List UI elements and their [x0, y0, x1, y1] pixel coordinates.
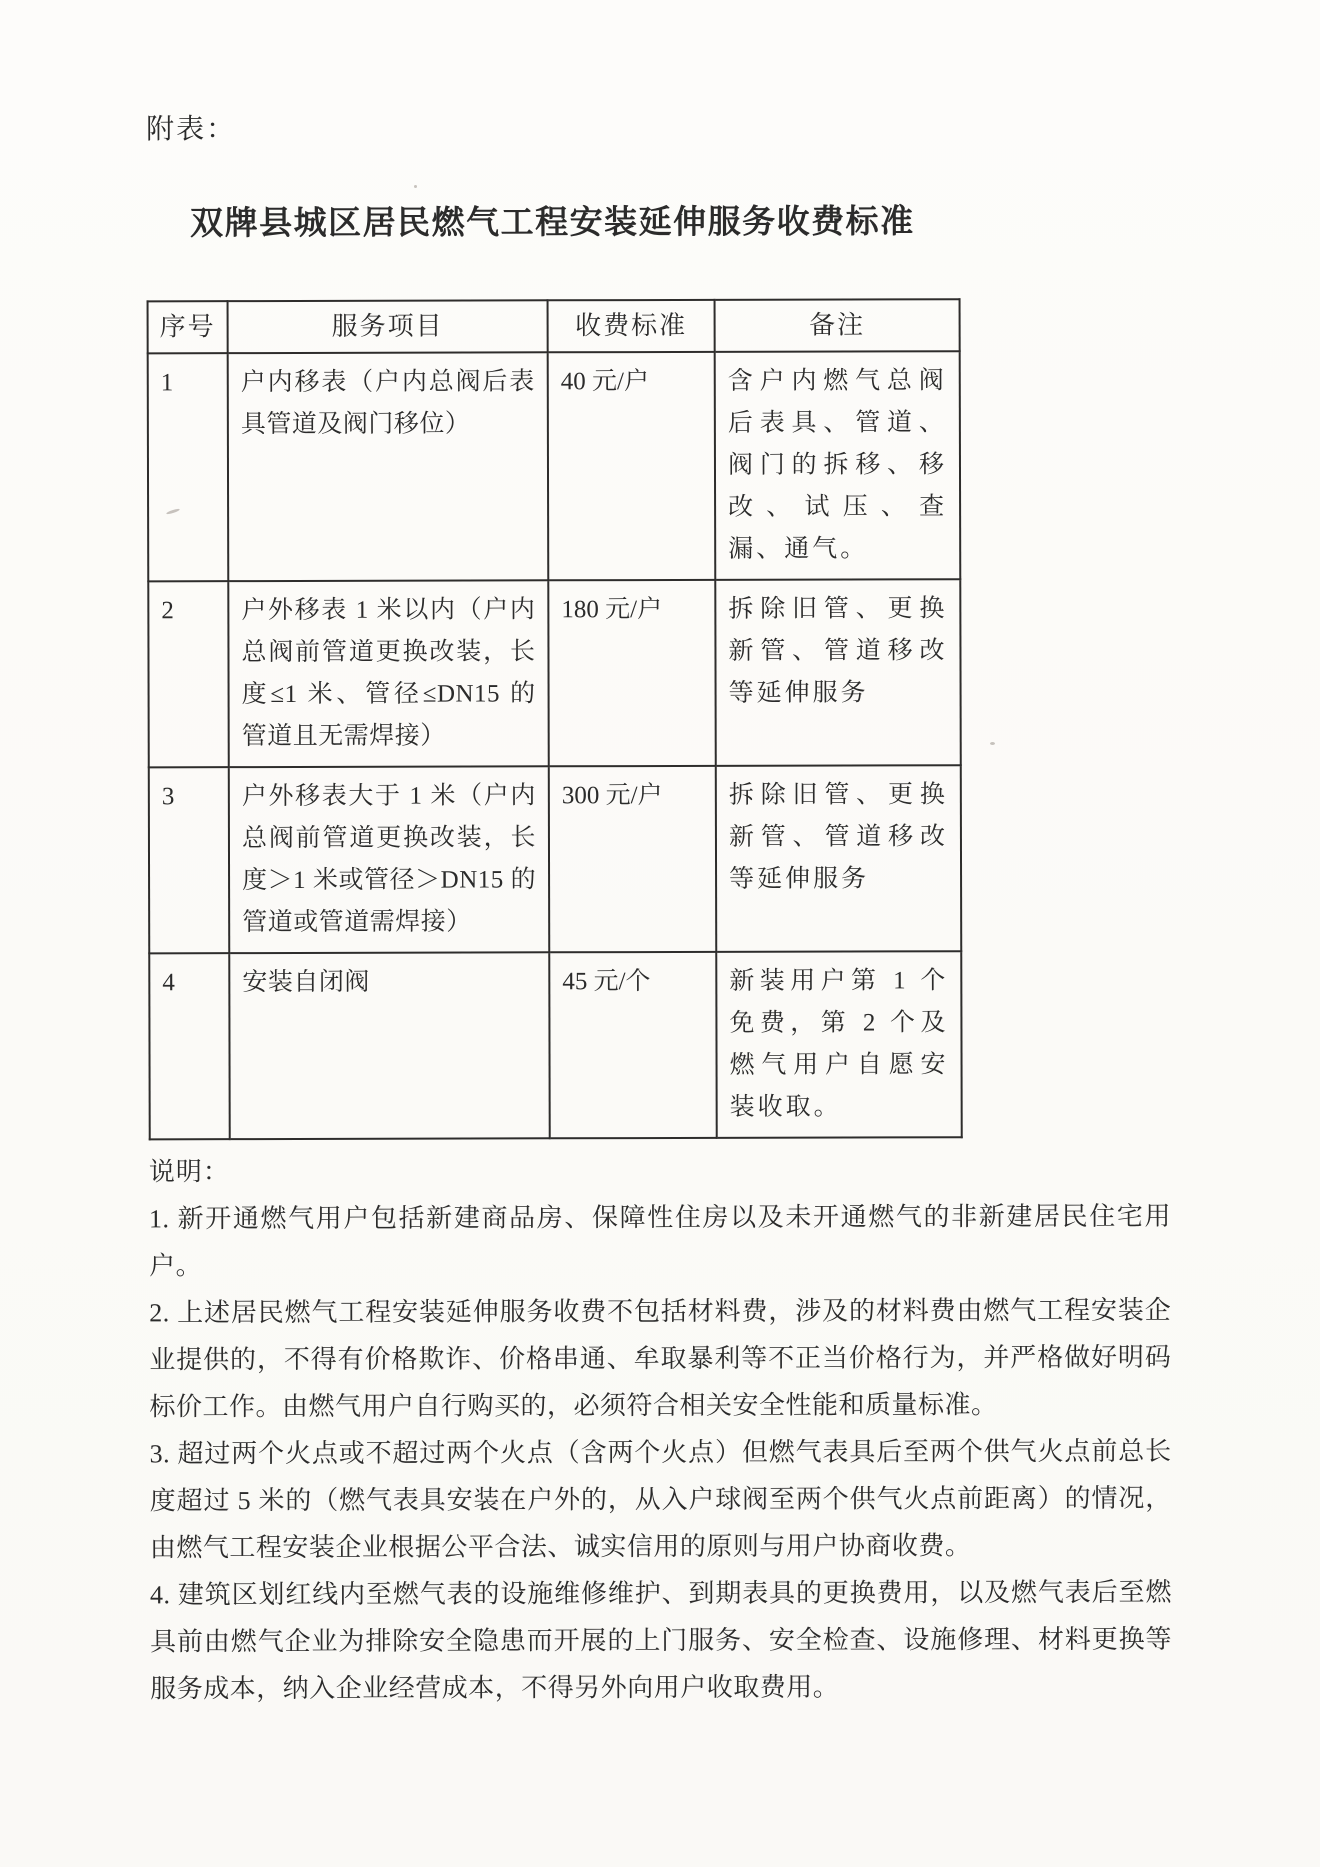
column-header-remark: 备注 — [715, 299, 960, 352]
remark-cell: 含户内燃气总阀后表具、管道、阀门的拆移、移改、试压、查漏、通气。 — [715, 351, 961, 580]
fee-standard-table — [147, 298, 963, 1140]
remark-cell: 拆除旧管、更换新管、管道移改等延伸服务 — [716, 765, 961, 952]
fee-cell: 180 元/户 — [548, 580, 715, 766]
fee-cell: 300 元/户 — [549, 766, 716, 952]
page-title: 双牌县城区居民燃气工程安装延伸服务收费标准 — [190, 204, 915, 243]
table-row — [149, 951, 961, 1139]
row-number-cell: 4 — [149, 953, 229, 1139]
table-row — [148, 579, 960, 767]
row-number-cell: 3 — [149, 767, 229, 953]
table-row — [148, 351, 961, 581]
row-number-cell: 2 — [148, 581, 228, 767]
appendix-label: 附表： — [146, 114, 237, 146]
service-item-cell: 户内移表（户内总阀后表具管道及阀门移位） — [228, 352, 549, 581]
notes-section — [149, 1146, 1172, 1713]
fee-cell: 45 元/个 — [549, 952, 716, 1138]
row-number-cell: 1 — [148, 353, 229, 581]
table-row — [149, 765, 961, 953]
remark-cell: 拆除旧管、更换新管、管道移改等延伸服务 — [715, 579, 960, 766]
fee-cell: 40 元/户 — [548, 352, 716, 580]
note-item-3: 3. 超过两个火点或不超过两个火点（含两个火点）但燃气表具后至两个供气火点前总长度超过 5 米的（燃气表具安装在户外的，从入户球阀至两个供气火点前距离）的情况，由燃气工程安装企业根据公平合法、诚实信用的原则与用户协商收费。 — [149, 1436, 1172, 1563]
column-header-number: 序号 — [148, 301, 228, 353]
document-content — [146, 0, 1180, 1712]
note-item-2: 2. 上述居民燃气工程安装延伸服务收费不包括材料费，涉及的材料费由燃气工程安装企业提供的，不得有价格欺诈、价格串通、牟取暴利等不正当价格行为，并严格做好明码标价工作。由燃气用户自行购买的，必须符合相关安全性能和质量标准。 — [149, 1295, 1172, 1422]
column-header-fee-standard: 收费标准 — [548, 300, 715, 352]
service-item-cell: 安装自闭阀 — [229, 952, 549, 1139]
column-header-service-item: 服务项目 — [228, 300, 548, 353]
remark-cell: 新装用户第 1 个免费，第 2 个及燃气用户自愿安装收取。 — [716, 951, 961, 1138]
service-item-cell: 户外移表大于 1 米（户内总阀前管道更换改装，长度＞1 米或管径＞DN15 的管道或管道需焊接） — [229, 766, 549, 953]
note-item-4: 4. 建筑区划红线内至燃气表的设施维修维护、到期表具的更换费用，以及燃气表后至燃具前由燃气企业为排除安全隐患而开展的上门服务、安全检查、设施修理、材料更换等服务成本，纳入企业经营成本，不得另外向用户收取费用。 — [149, 1577, 1173, 1704]
note-item-1: 1. 新开通燃气用户包括新建商品房、保障性住房以及未开通燃气的非新建居民住宅用户。 — [148, 1201, 1171, 1281]
service-item-cell: 户外移表 1 米以内（户内总阀前管道更换改装，长度≤1 米、管径≤DN15 的管道且无需焊接） — [228, 580, 548, 767]
notes-label: 说明： — [148, 1157, 230, 1187]
table-header-row — [148, 299, 960, 353]
